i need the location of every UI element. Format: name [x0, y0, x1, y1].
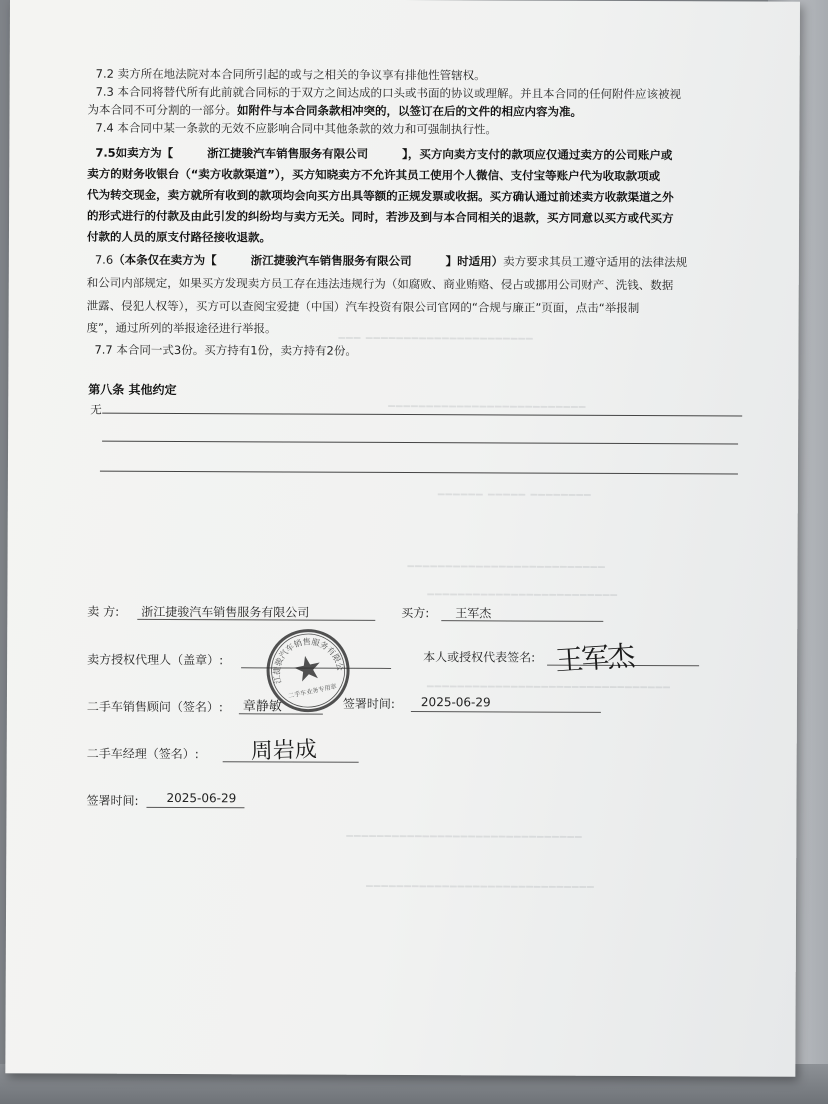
buyer-sign-label: 本人或授权代表签名: [423, 650, 536, 665]
clause-7-3-line2 [87, 102, 582, 120]
bleed-through-text: ━━━━━━━━━━━━━━━━━━━━━━━━━━━━━━━━ [426, 680, 671, 695]
buyer-signature: 王军杰 [554, 639, 635, 678]
seller-name: 浙江捷骏汽车销售服务有限公司 [141, 604, 310, 620]
blank-line [100, 471, 738, 475]
company-seal [265, 627, 351, 713]
seal-arc-text: 浙江捷骏汽车销售服务有限公司 [271, 636, 346, 685]
clause-7-5-lead: 7.5如卖方为【 [95, 145, 174, 160]
clause-7-6-line2: 和公司内部规定，如果买方发现卖方员工存在违法违规行为（如腐败、商业贿赂、侵占或挪用公司财产、洗钱、数据 [86, 275, 674, 293]
clause-7-4: 7.4 本合同中某一条款的无效不应影响合同中其他条款的效力和可强制执行性。 [95, 120, 497, 137]
contract-page [5, 0, 800, 1077]
footer-sign-time-value: 2025-06-29 [166, 790, 237, 806]
clause-7-3-normal: 为本合同不可分割的一部分。 [87, 102, 238, 118]
bleed-through-text: ━━━━━━ ━━━━━ ━━━━━━━━ [437, 488, 592, 502]
buyer-label: 买方: [401, 605, 430, 621]
clause-7-3-bold: 如附件与本合同条款相冲突的，以签订在后的文件的相应内容为准。 [236, 103, 583, 119]
manager-signature: 周岩成 [250, 737, 318, 765]
clause-7-6-line1 [95, 252, 687, 271]
clause-7-6-number: 7.6 [94, 252, 114, 267]
clause-7-2: 7.2 卖方所在地法院对本合同所引起的或与之相关的争议享有排他性管辖权。 [95, 66, 486, 83]
bleed-through-text: ━━━━━━━━━━━━━━━━━━━━━━━━━━ [407, 560, 606, 574]
buyer-name: 王军杰 [455, 606, 492, 621]
clause-7-5-line1 [95, 145, 672, 164]
clause-7-6-lead: （本条仅在卖方为【 [113, 252, 217, 268]
section-8-heading: 第八条 其他约定 [88, 382, 177, 398]
bleed-through-text: ━━━━━━━━━━━━━━━━━━━━━━━━━ [427, 588, 619, 602]
section-8-content: 无 [90, 402, 102, 417]
bleed-through-text: ━━━━━━━━━━━━━━━━━━━━━━━━━━━━━━ [366, 879, 595, 894]
buyer-underline [441, 620, 603, 622]
clause-7-5-line3: 代为转交现金，卖方就所有收到的款项均会向买方出具等额的正规发票或收据。买方确认通过前述卖方收款渠道之外 [87, 187, 674, 205]
bleed-through-text: ━━━━━━━━━━━━━━━━━━━━━━━━━━ [388, 399, 587, 414]
blank-line [102, 413, 742, 417]
footer-sign-time-underline [146, 807, 244, 808]
clause-7-6-tail: 】时适用） [445, 254, 504, 269]
clause-7-5-line5: 付款的人员的原支付路径接收退款。 [86, 229, 271, 245]
blank-line [102, 441, 738, 445]
seller-label: 卖 方: [87, 604, 120, 619]
clause-7-5-line2: 卖方的财务收银台（“卖方收款渠道”），买方知晓卖方不允许其员工使用个人微信、支付宝等账户代为收取款项或 [87, 166, 661, 184]
sign-time-underline [411, 711, 601, 713]
clause-7-6-rest: 卖方要求其员工遵守适用的法律法规 [503, 254, 688, 270]
clause-7-5-rest: 】，买方向卖方支付的款项应仅通过卖方的公司账户或 [402, 146, 673, 163]
seal-center-text: 二手车业务专用章 [287, 683, 338, 701]
clause-7-6-line4: 度”，通过所列的举报途径进行举报。 [86, 320, 277, 336]
advisor-signature: 章静敏 [242, 699, 282, 715]
seal-graphic [265, 627, 351, 713]
clause-7-7: 7.7 本合同一式3份。买方持有1份，卖方持有2份。 [94, 342, 357, 358]
clause-7-5-line4: 的形式进行的付款及由此引发的纠纷均与卖方无关。同时，若涉及到与本合同相关的退款，买方同意以买方或代买方 [87, 208, 674, 226]
bleed-through-text: ━━━━━━━━━━━━━━━━━━━━━━━━━━━━━━━ [346, 829, 583, 844]
seal-star-icon [292, 653, 322, 682]
seller-underline [137, 619, 375, 621]
clause-7-5-company: 浙江捷骏汽车销售服务有限公司 [207, 146, 369, 161]
advisor-label: 二手车销售顾问（签名）: [86, 699, 223, 715]
clause-7-3-line1: 7.3 本合同将替代所有此前就合同标的于双方之间达成的口头或书面的协议或理解。并且本合同的任何附件应该被视 [95, 84, 682, 102]
clause-7-6-company: 浙江捷骏汽车销售服务有限公司 [250, 253, 412, 269]
sign-time-label: 签署时间: [342, 696, 396, 711]
manager-label: 二手车经理（签名）: [86, 746, 199, 762]
bleed-through-text: ━━━ ━━━━━━━━━━━━━━━━━━━━━━ [338, 331, 534, 346]
sign-time-value: 2025-06-29 [420, 695, 491, 710]
seller-agent-label: 卖方授权代理人（盖章）: [87, 652, 224, 668]
clause-7-6-line3: 泄露、侵犯人权等），买方可以查阅宝爱捷（中国）汽车投资有限公司官网的“合规与廉正”页面，点击“举报制 [86, 298, 640, 316]
footer-sign-time-label: 签署时间: [86, 793, 139, 808]
